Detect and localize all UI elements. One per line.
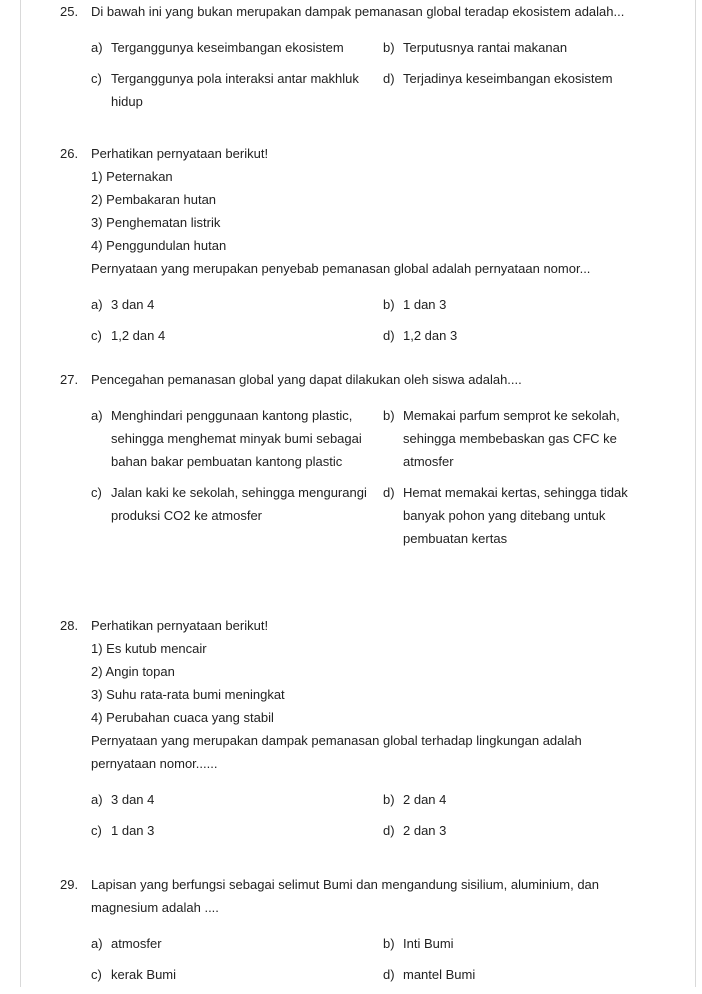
- option-text: 1 dan 3: [111, 823, 155, 838]
- statement-item: 4) Penggundulan hutan: [91, 238, 227, 253]
- statement-item: 3) Penghematan listrik: [91, 215, 221, 230]
- option-label: b): [383, 297, 395, 312]
- question-26: [0, 142, 702, 355]
- answer-option-c[interactable]: [91, 963, 383, 986]
- question-28: [0, 614, 702, 850]
- statement-item: 1) Es kutub mencair: [91, 641, 207, 656]
- answer-option-b[interactable]: [383, 293, 653, 316]
- question-text: Lapisan yang berfungsi sebagai selimut Bumi dan mengandung sisilium, aluminium, dan magnesium adalah ....: [91, 877, 600, 915]
- answer-option-d[interactable]: [383, 324, 653, 347]
- option-text: mantel Bumi: [403, 967, 476, 982]
- statement-item: 2) Pembakaran hutan: [91, 192, 217, 207]
- option-label: b): [383, 936, 395, 951]
- question-29: [0, 873, 702, 994]
- question-text: Di bawah ini yang bukan merupakan dampak pemanasan global teradap ekosistem adalah...: [91, 4, 625, 19]
- option-text: Terganggunya pola interaksi antar makhluk hidup: [111, 71, 359, 109]
- question-text: Perhatikan pernyataan berikut!: [91, 146, 269, 161]
- option-text: 3 dan 4: [111, 297, 155, 312]
- option-label: a): [91, 936, 103, 951]
- question-text: Pencegahan pemanasan global yang dapat dilakukan oleh siswa adalah....: [91, 372, 522, 387]
- option-text: 1,2 dan 4: [111, 328, 166, 343]
- statement-item: 1) Peternakan: [91, 169, 173, 184]
- option-label: c): [91, 823, 102, 838]
- option-text: 1 dan 3: [403, 297, 447, 312]
- option-label: c): [91, 967, 102, 982]
- option-text: 1,2 dan 3: [403, 328, 458, 343]
- answer-option-d[interactable]: [383, 819, 653, 842]
- answer-option-a[interactable]: [91, 36, 383, 59]
- answer-option-d[interactable]: [383, 963, 653, 986]
- option-text: Inti Bumi: [403, 936, 454, 951]
- statement-item: 2) Angin topan: [91, 664, 175, 679]
- answer-option-a[interactable]: [91, 404, 383, 473]
- answer-option-c[interactable]: [91, 324, 383, 347]
- option-text: 3 dan 4: [111, 792, 155, 807]
- option-label: d): [383, 823, 395, 838]
- answer-option-c[interactable]: [91, 67, 383, 113]
- option-text: 2 dan 3: [403, 823, 447, 838]
- option-label: a): [91, 408, 103, 423]
- question-number: 28.: [60, 618, 79, 633]
- option-label: b): [383, 792, 395, 807]
- question-number: 25.: [60, 4, 79, 19]
- option-text: atmosfer: [111, 936, 162, 951]
- statement-item: 3) Suhu rata-rata bumi meningkat: [91, 687, 285, 702]
- option-text: Terjadinya keseimbangan ekosistem: [403, 71, 613, 86]
- answer-option-b[interactable]: [383, 932, 653, 955]
- option-label: c): [91, 328, 102, 343]
- answer-option-b[interactable]: [383, 36, 653, 59]
- question-number: 27.: [60, 372, 79, 387]
- option-text: Memakai parfum semprot ke sekolah, sehingga membebaskan gas CFC ke atmosfer: [403, 408, 620, 469]
- option-label: d): [383, 71, 395, 86]
- question-prompt: Pernyataan yang merupakan penyebab pemanasan global adalah pernyataan nomor...: [91, 261, 591, 276]
- option-label: d): [383, 485, 395, 500]
- option-label: d): [383, 967, 395, 982]
- option-text: kerak Bumi: [111, 967, 177, 982]
- option-text: Jalan kaki ke sekolah, sehingga mengurangi produksi CO2 ke atmosfer: [111, 485, 367, 523]
- option-label: a): [91, 297, 103, 312]
- answer-option-c[interactable]: [91, 819, 383, 842]
- answer-option-a[interactable]: [91, 293, 383, 316]
- question-text: Perhatikan pernyataan berikut!: [91, 618, 269, 633]
- option-label: a): [91, 792, 103, 807]
- question-prompt: Pernyataan yang merupakan dampak pemanasan global terhadap lingkungan adalah pernyataan nomor......: [91, 733, 582, 771]
- statement-item: 4) Perubahan cuaca yang stabil: [91, 710, 274, 725]
- option-text: 2 dan 4: [403, 792, 447, 807]
- answer-option-a[interactable]: [91, 788, 383, 811]
- question-27: [0, 368, 702, 558]
- option-label: a): [91, 40, 103, 55]
- option-text: Menghindari penggunaan kantong plastic, sehingga menghemat minyak bumi sebagai bahan bakar pembuatan kantong plastic: [111, 408, 362, 469]
- option-text: Terganggunya keseimbangan ekosistem: [111, 40, 344, 55]
- answer-option-b[interactable]: [383, 404, 653, 473]
- answer-option-c[interactable]: [91, 481, 383, 550]
- answer-option-d[interactable]: [383, 481, 653, 550]
- option-text: Hemat memakai kertas, sehingga tidak banyak pohon yang ditebang untuk pembuatan kertas: [403, 485, 628, 546]
- option-text: Terputusnya rantai makanan: [403, 40, 568, 55]
- answer-option-a[interactable]: [91, 932, 383, 955]
- option-label: b): [383, 40, 395, 55]
- option-label: b): [383, 408, 395, 423]
- option-label: c): [91, 71, 102, 86]
- question-25: [0, 0, 702, 121]
- answer-option-b[interactable]: [383, 788, 653, 811]
- question-number: 29.: [60, 877, 79, 892]
- question-number: 26.: [60, 146, 79, 161]
- option-label: d): [383, 328, 395, 343]
- answer-option-d[interactable]: [383, 67, 653, 113]
- option-label: c): [91, 485, 102, 500]
